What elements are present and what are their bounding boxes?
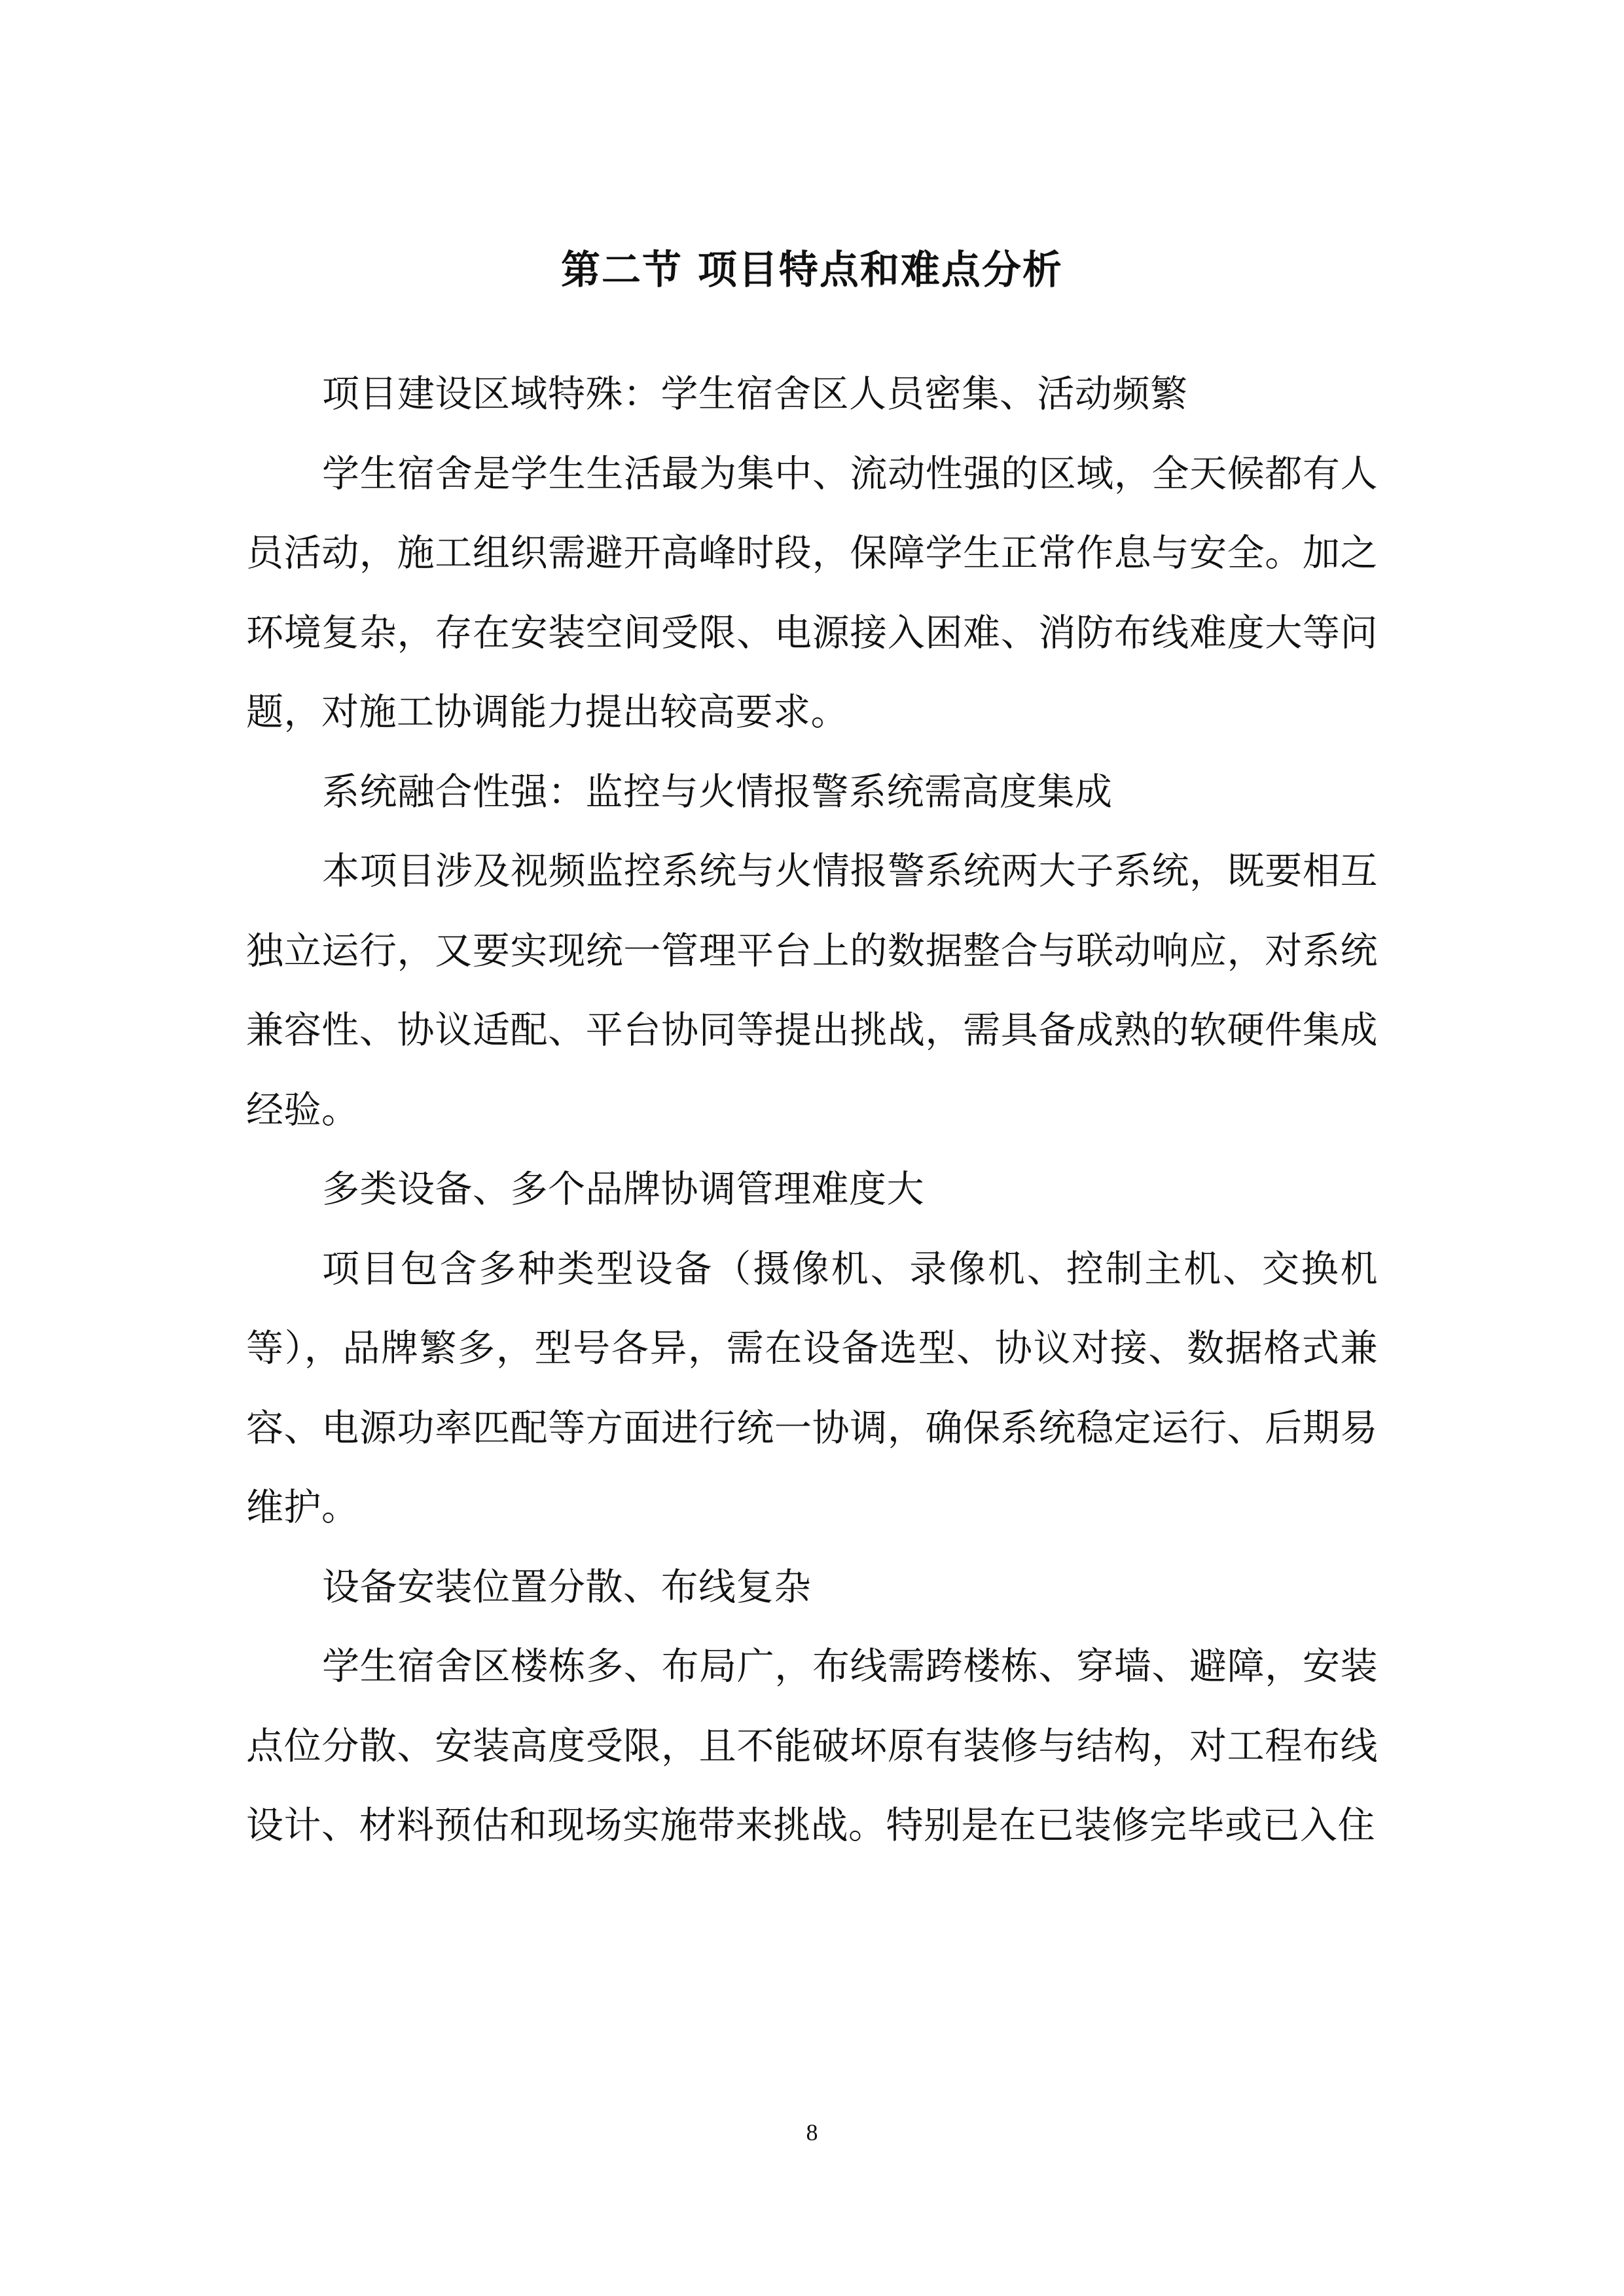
subheading-equipment-brands: 多类设备、多个品牌协调管理难度大 [322, 1168, 924, 1211]
paragraph-equipment-brands: 项目包含多种类型设备（摄像机、录像机、控制主机、交换机等），品牌繁多，型号各异，需在设备选型、协议对接、数据格式兼容、电源功率匹配等方面进行统一协调，确保系统稳定运行、后期易维护。 [246, 1247, 1378, 1529]
subheading-project-area: 项目建设区域特殊：学生宿舍区人员密集、活动频繁 [322, 372, 1188, 416]
subheading-installation-wiring: 设备安装位置分散、布线复杂 [322, 1565, 812, 1609]
page-number: 8 [806, 2119, 818, 2145]
paragraph-system-integration: 本项目涉及视频监控系统与火情报警系统两大子系统，既要相互独立运行，又要实现统一管理平台上的数据整合与联动响应，对系统兼容性、协议适配、平台协同等提出挑战，需具备成熟的软硬件集成经验。 [246, 850, 1378, 1132]
section-title: 第二节 项目特点和难点分析 [561, 247, 1063, 293]
paragraph-project-area: 学生宿舍是学生生活最为集中、流动性强的区域，全天候都有人员活动，施工组织需避开高峰时段，保障学生正常作息与安全。加之环境复杂，存在安装空间受限、电源接入困难、消防布线难度大等问题，对施工协调能力提出较高要求。 [246, 452, 1378, 734]
paragraph-installation-wiring: 学生宿舍区楼栋多、布局广，布线需跨楼栋、穿墙、避障，安装点位分散、安装高度受限，且不能破坏原有装修与结构，对工程布线设计、材料预估和现场实施带来挑战。特别是在已装修完毕或已入住 [246, 1645, 1378, 1847]
body-text [246, 355, 1378, 1866]
subheading-system-integration: 系统融合性强：监控与火情报警系统需高度集成 [322, 770, 1113, 814]
